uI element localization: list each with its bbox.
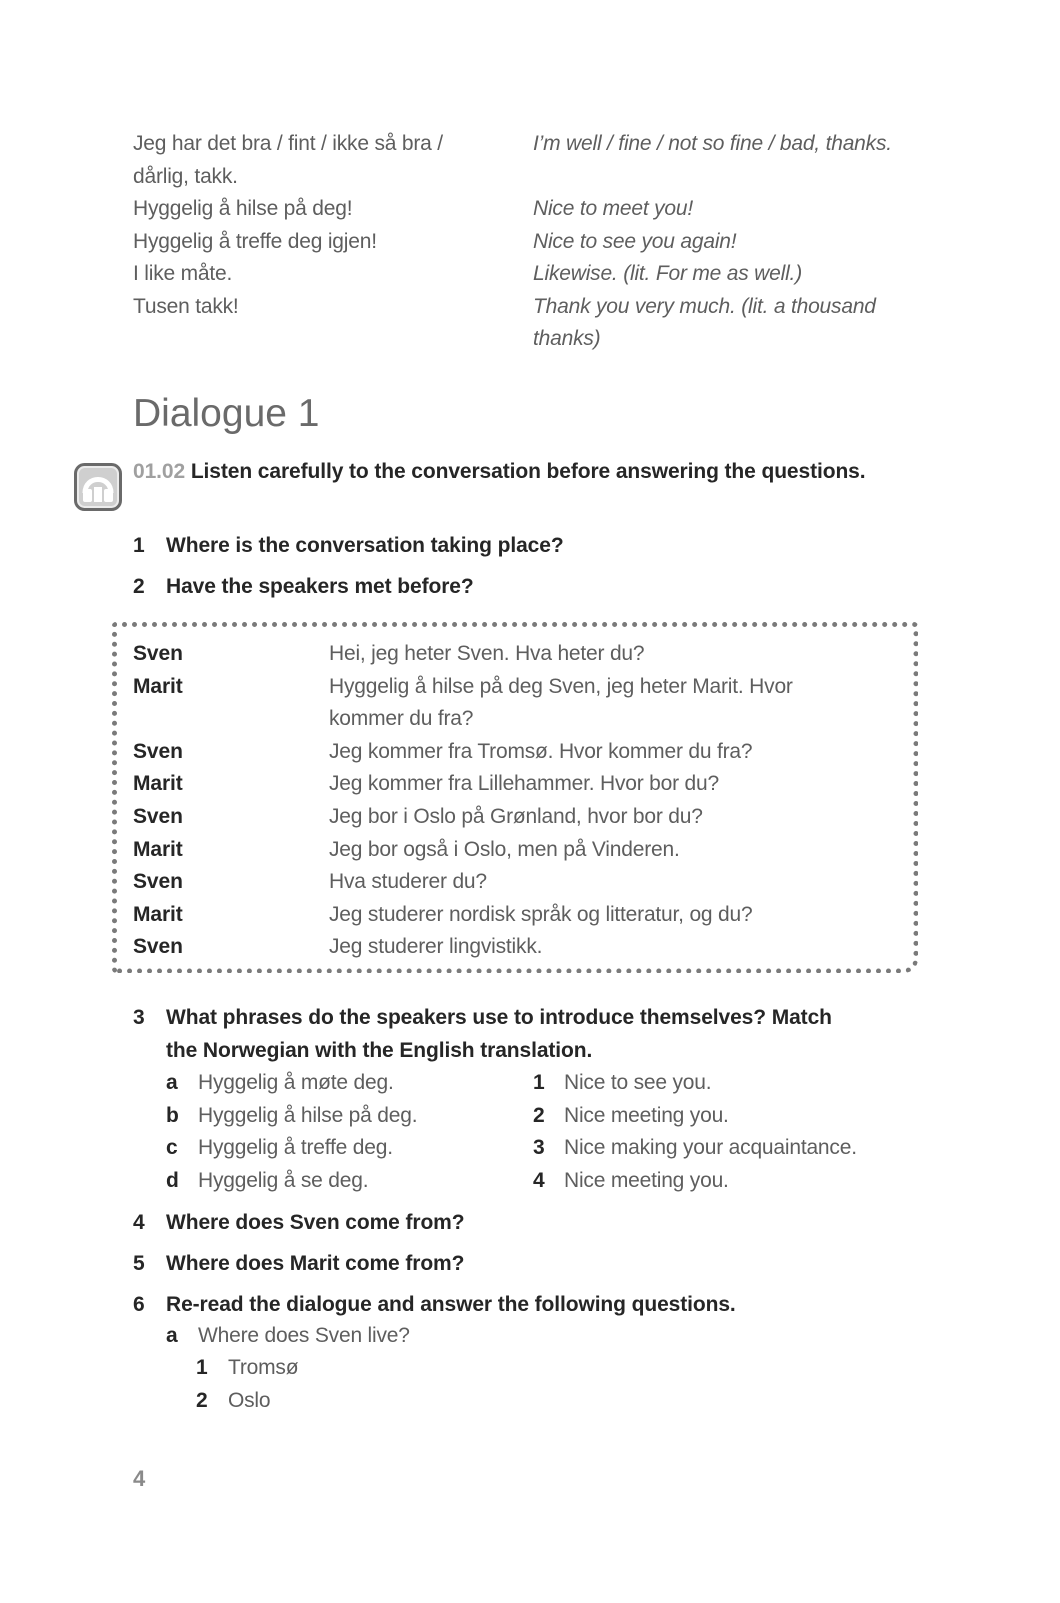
speaker-name: Marit [133,772,183,796]
question-item [133,1247,923,1280]
phrase-english: Thank you very much. (lit. a thousand thanks) [533,294,876,350]
match-number: 2 [533,1103,545,1127]
dialogue-line [133,866,893,899]
dialogue-line [133,834,893,867]
speaker-line: Jeg bor i Oslo på Grønland, hvor bor du? [329,804,703,828]
match-row [166,1132,926,1165]
match-norwegian: Hyggelig å hilse på deg. [198,1103,418,1127]
option-text: Oslo [228,1388,271,1412]
dialogue [133,638,893,964]
question-item [133,1001,923,1067]
question-number: 1 [133,534,145,557]
phrase-norwegian: Hyggelig å hilse på deg! [133,197,353,220]
option-number: 1 [196,1356,208,1379]
phrase-row [133,193,923,226]
question-item [133,1206,923,1239]
question-text: Re-read the dialogue and answer the following questions. [166,1293,736,1316]
phrase-norwegian: Hyggelig å treffe deg igjen! [133,229,377,253]
question-number: 2 [133,575,145,598]
speaker-line: Hei, jeg heter Sven. Hva heter du? [329,642,645,665]
speaker-line: Jeg studerer nordisk språk og litteratur, og du? [329,902,753,926]
section-title: Dialogue 1 [133,392,320,435]
phrase-row [133,258,923,291]
option-item [196,1352,298,1385]
track-code: 01.02 [133,460,186,483]
speaker-name: Sven [133,642,183,665]
speaker-line: Hva studerer du? [329,870,487,894]
phrase-row [133,128,923,193]
phrase-norwegian: I like måte. [133,262,233,285]
dialogue-line [133,671,893,736]
option-item [196,1385,298,1418]
headphones-icon[interactable] [74,463,122,511]
page-number: 4 [133,1466,146,1491]
sub-question-letter: a [166,1324,178,1347]
match-row [166,1100,926,1133]
phrase-english: I’m well / fine / not so fine / bad, thanks. [533,132,892,155]
match-english: Nice making your acquaintance. [564,1136,857,1160]
question-text: What phrases do the speakers use to introduce themselves? Match the Norwegian with the English translation. [166,1006,832,1062]
phrase-english: Nice to meet you! [533,197,694,220]
match-number: 3 [533,1136,545,1160]
question-3 [133,1001,923,1067]
question-item [133,1288,923,1321]
dialogue-line [133,768,893,801]
question-number: 6 [133,1293,145,1316]
match-letter: c [166,1136,178,1160]
speaker-name: Sven [133,804,183,828]
phrase-english: Nice to see you again! [533,229,737,253]
speaker-line: Jeg kommer fra Lillehammer. Hvor bor du? [329,772,719,796]
phrase-english: Likewise. (lit. For me as well.) [533,262,802,285]
match-row [166,1067,926,1100]
headphones-icon-graphic [74,463,122,511]
speaker-name: Marit [133,902,183,926]
speaker-line: Hyggelig å hilse på deg Sven, jeg heter Marit. Hvor kommer du fra? [329,674,793,731]
speaker-name: Sven [133,935,183,959]
matching-exercise [166,1067,926,1197]
question-number: 5 [133,1252,145,1275]
question-item [133,570,923,603]
questions-top [133,529,923,603]
option-number: 2 [196,1388,208,1412]
match-letter: a [166,1071,178,1094]
speaker-name: Sven [133,739,183,763]
match-number: 4 [533,1168,545,1192]
speaker-name: Marit [133,837,183,861]
question-text: Have the speakers met before? [166,575,474,598]
dialogue-line [133,638,893,671]
match-number: 1 [533,1071,545,1094]
match-english: Nice to see you. [564,1071,712,1094]
match-norwegian: Hyggelig å se deg. [198,1168,369,1192]
question-text: Where is the conversation taking place? [166,534,564,557]
match-letter: b [166,1103,179,1127]
audio-instruction [133,456,893,488]
dialogue-line [133,931,893,964]
match-norwegian: Hyggelig å møte deg. [198,1071,394,1094]
sub-question [166,1319,410,1352]
phrase-row [133,291,923,356]
speaker-name: Sven [133,870,183,894]
speaker-line: Jeg bor også i Oslo, men på Vinderen. [329,837,680,861]
speaker-line: Jeg kommer fra Tromsø. Hvor kommer du fra? [329,739,753,763]
phrase-norwegian: Tusen takk! [133,294,239,318]
dialogue-line [133,736,893,769]
phrase-row [133,226,923,259]
speaker-line: Jeg studerer lingvistikk. [329,935,543,959]
match-row [166,1165,926,1198]
match-letter: d [166,1168,179,1192]
questions-bottom [133,1206,923,1321]
dialogue-line [133,899,893,932]
sub-options [196,1352,298,1417]
sub-question-text: Where does Sven live? [198,1324,410,1347]
phrases-table [133,128,923,356]
match-norwegian: Hyggelig å treffe deg. [198,1136,393,1160]
speaker-name: Marit [133,674,183,698]
match-english: Nice meeting you. [564,1168,729,1192]
instruction-text: Listen carefully to the conversation before answering the questions. [190,460,866,483]
option-text: Tromsø [228,1356,299,1379]
question-number: 3 [133,1006,145,1029]
question-text: Where does Sven come from? [166,1211,465,1234]
dialogue-line [133,801,893,834]
question-text: Where does Marit come from? [166,1252,465,1275]
phrase-norwegian: Jeg har det bra / fint / ikke så bra / dårlig, takk. [133,132,443,188]
question-number: 4 [133,1211,145,1234]
match-english: Nice meeting you. [564,1103,729,1127]
question-item [133,529,923,562]
